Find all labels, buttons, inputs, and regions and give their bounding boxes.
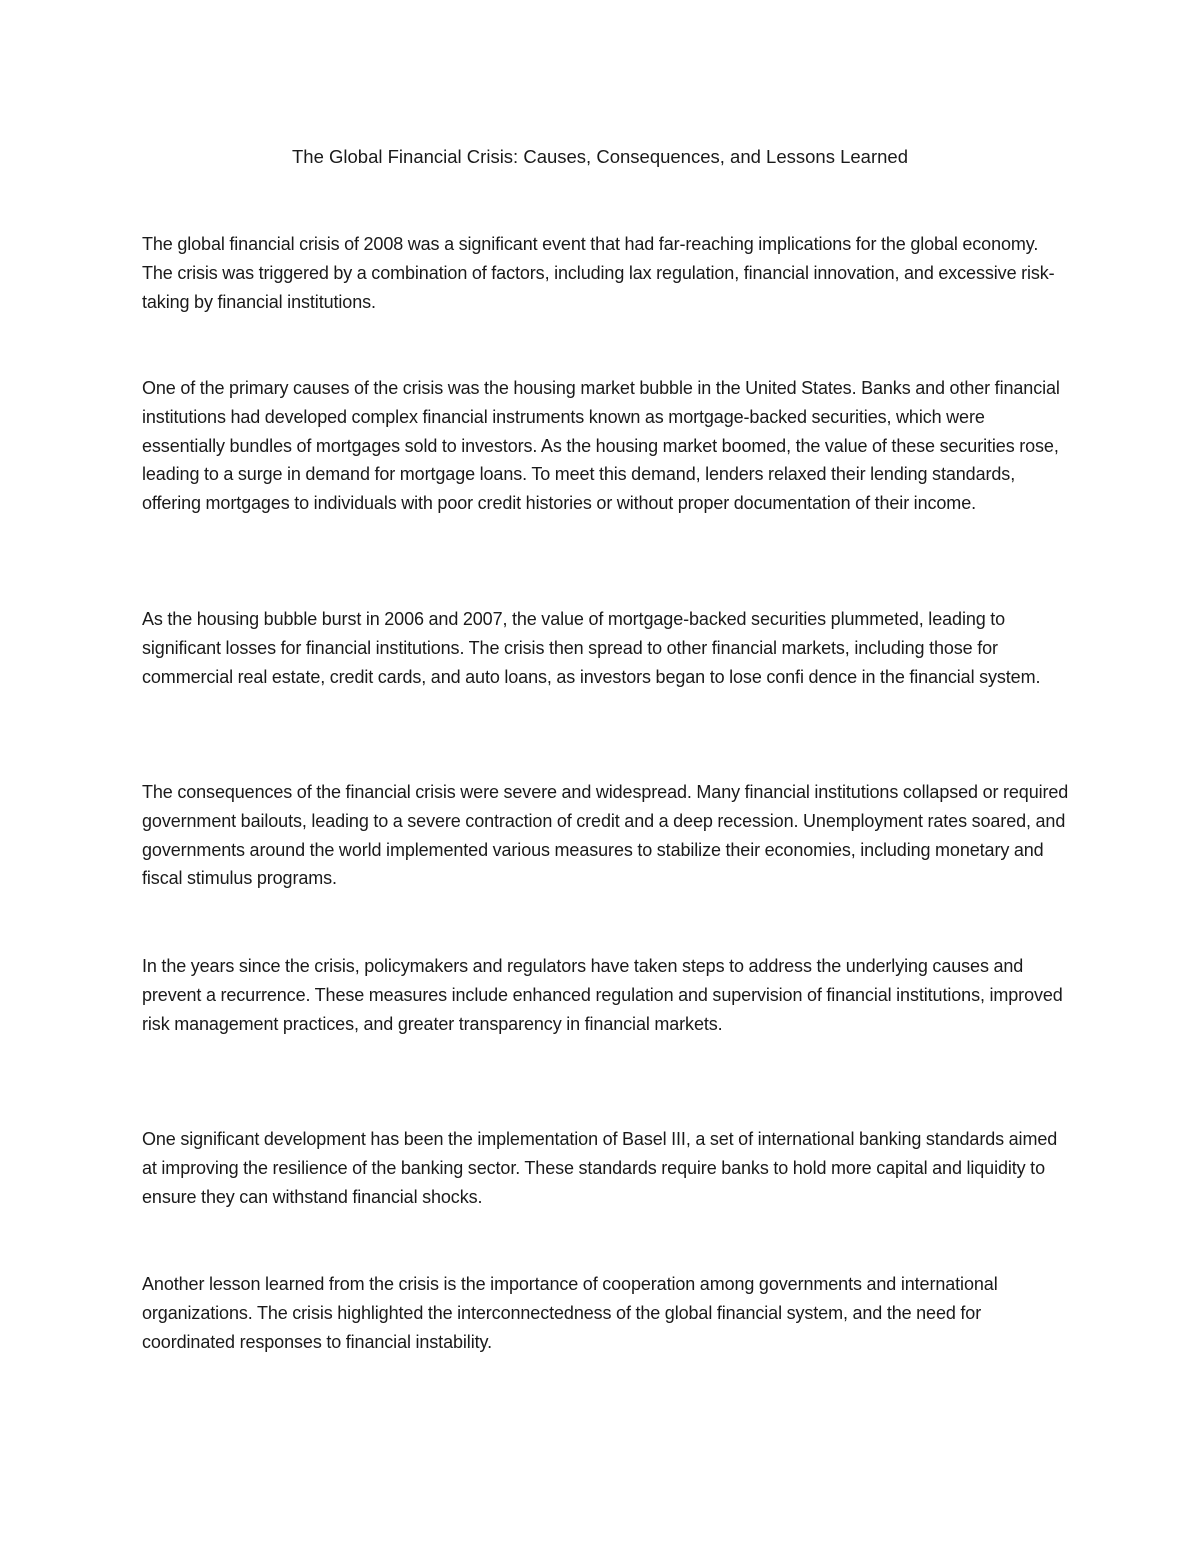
paragraph-policy-response: In the years since the crisis, policymakers and regulators have taken steps to address the underlying causes and prevent a recurrence. These measures include enhanced regulation and supervision of financial institutions, improved risk management practices, and greater transparency in financial markets. [142, 956, 1063, 1034]
paragraph-bubble-burst: As the housing bubble burst in 2006 and 2007, the value of mortgage-backed securities plummeted, leading to significant losses for financial institutions. The crisis then spread to other financial markets, including those for commercial real estate, credit cards, and auto loans, as investors began to lose confi dence in the financial system. [142, 609, 1041, 687]
paragraph-consequences: The consequences of the financial crisis were severe and widespread. Many financial institutions collapsed or required government bailouts, leading to a severe contraction of credit and a deep recession. Unemployment rates soared, and governments around the world implemented various measures to stabilize their economies, including monetary and fiscal stimulus programs. [142, 782, 1069, 889]
document-title: The Global Financial Crisis: Causes, Consequences, and Lessons Learned [292, 146, 908, 167]
paragraph-intro: The global financial crisis of 2008 was a significant event that had far-reaching implications for the global economy. The crisis was triggered by a combination of factors, including lax regulation, financial innovation, and excessive risk-taking by financial institutions. [142, 234, 1055, 312]
paragraph-causes: One of the primary causes of the crisis was the housing market bubble in the United States. Banks and other financial institutions had developed complex financial instruments known as mortgage-backed securities, which were essentially bundles of mortgages sold to investors. As the housing market boomed, the value of these securities rose, leading to a surge in demand for mortgage loans. To meet this demand, lenders relaxed their lending standards, offering mortgages to individuals with poor credit histories or without proper documentation of their income. [142, 378, 1060, 514]
paragraph-cooperation: Another lesson learned from the crisis is the importance of cooperation among governments and international organizations. The crisis highlighted the interconnectedness of the global financial system, and the need for coordinated responses to financial instability. [142, 1274, 998, 1352]
paragraph-basel-iii: One significant development has been the implementation of Basel III, a set of international banking standards aimed at improving the resilience of the banking sector. These standards require banks to hold more capital and liquidity to ensure they can withstand financial shocks. [142, 1129, 1058, 1207]
